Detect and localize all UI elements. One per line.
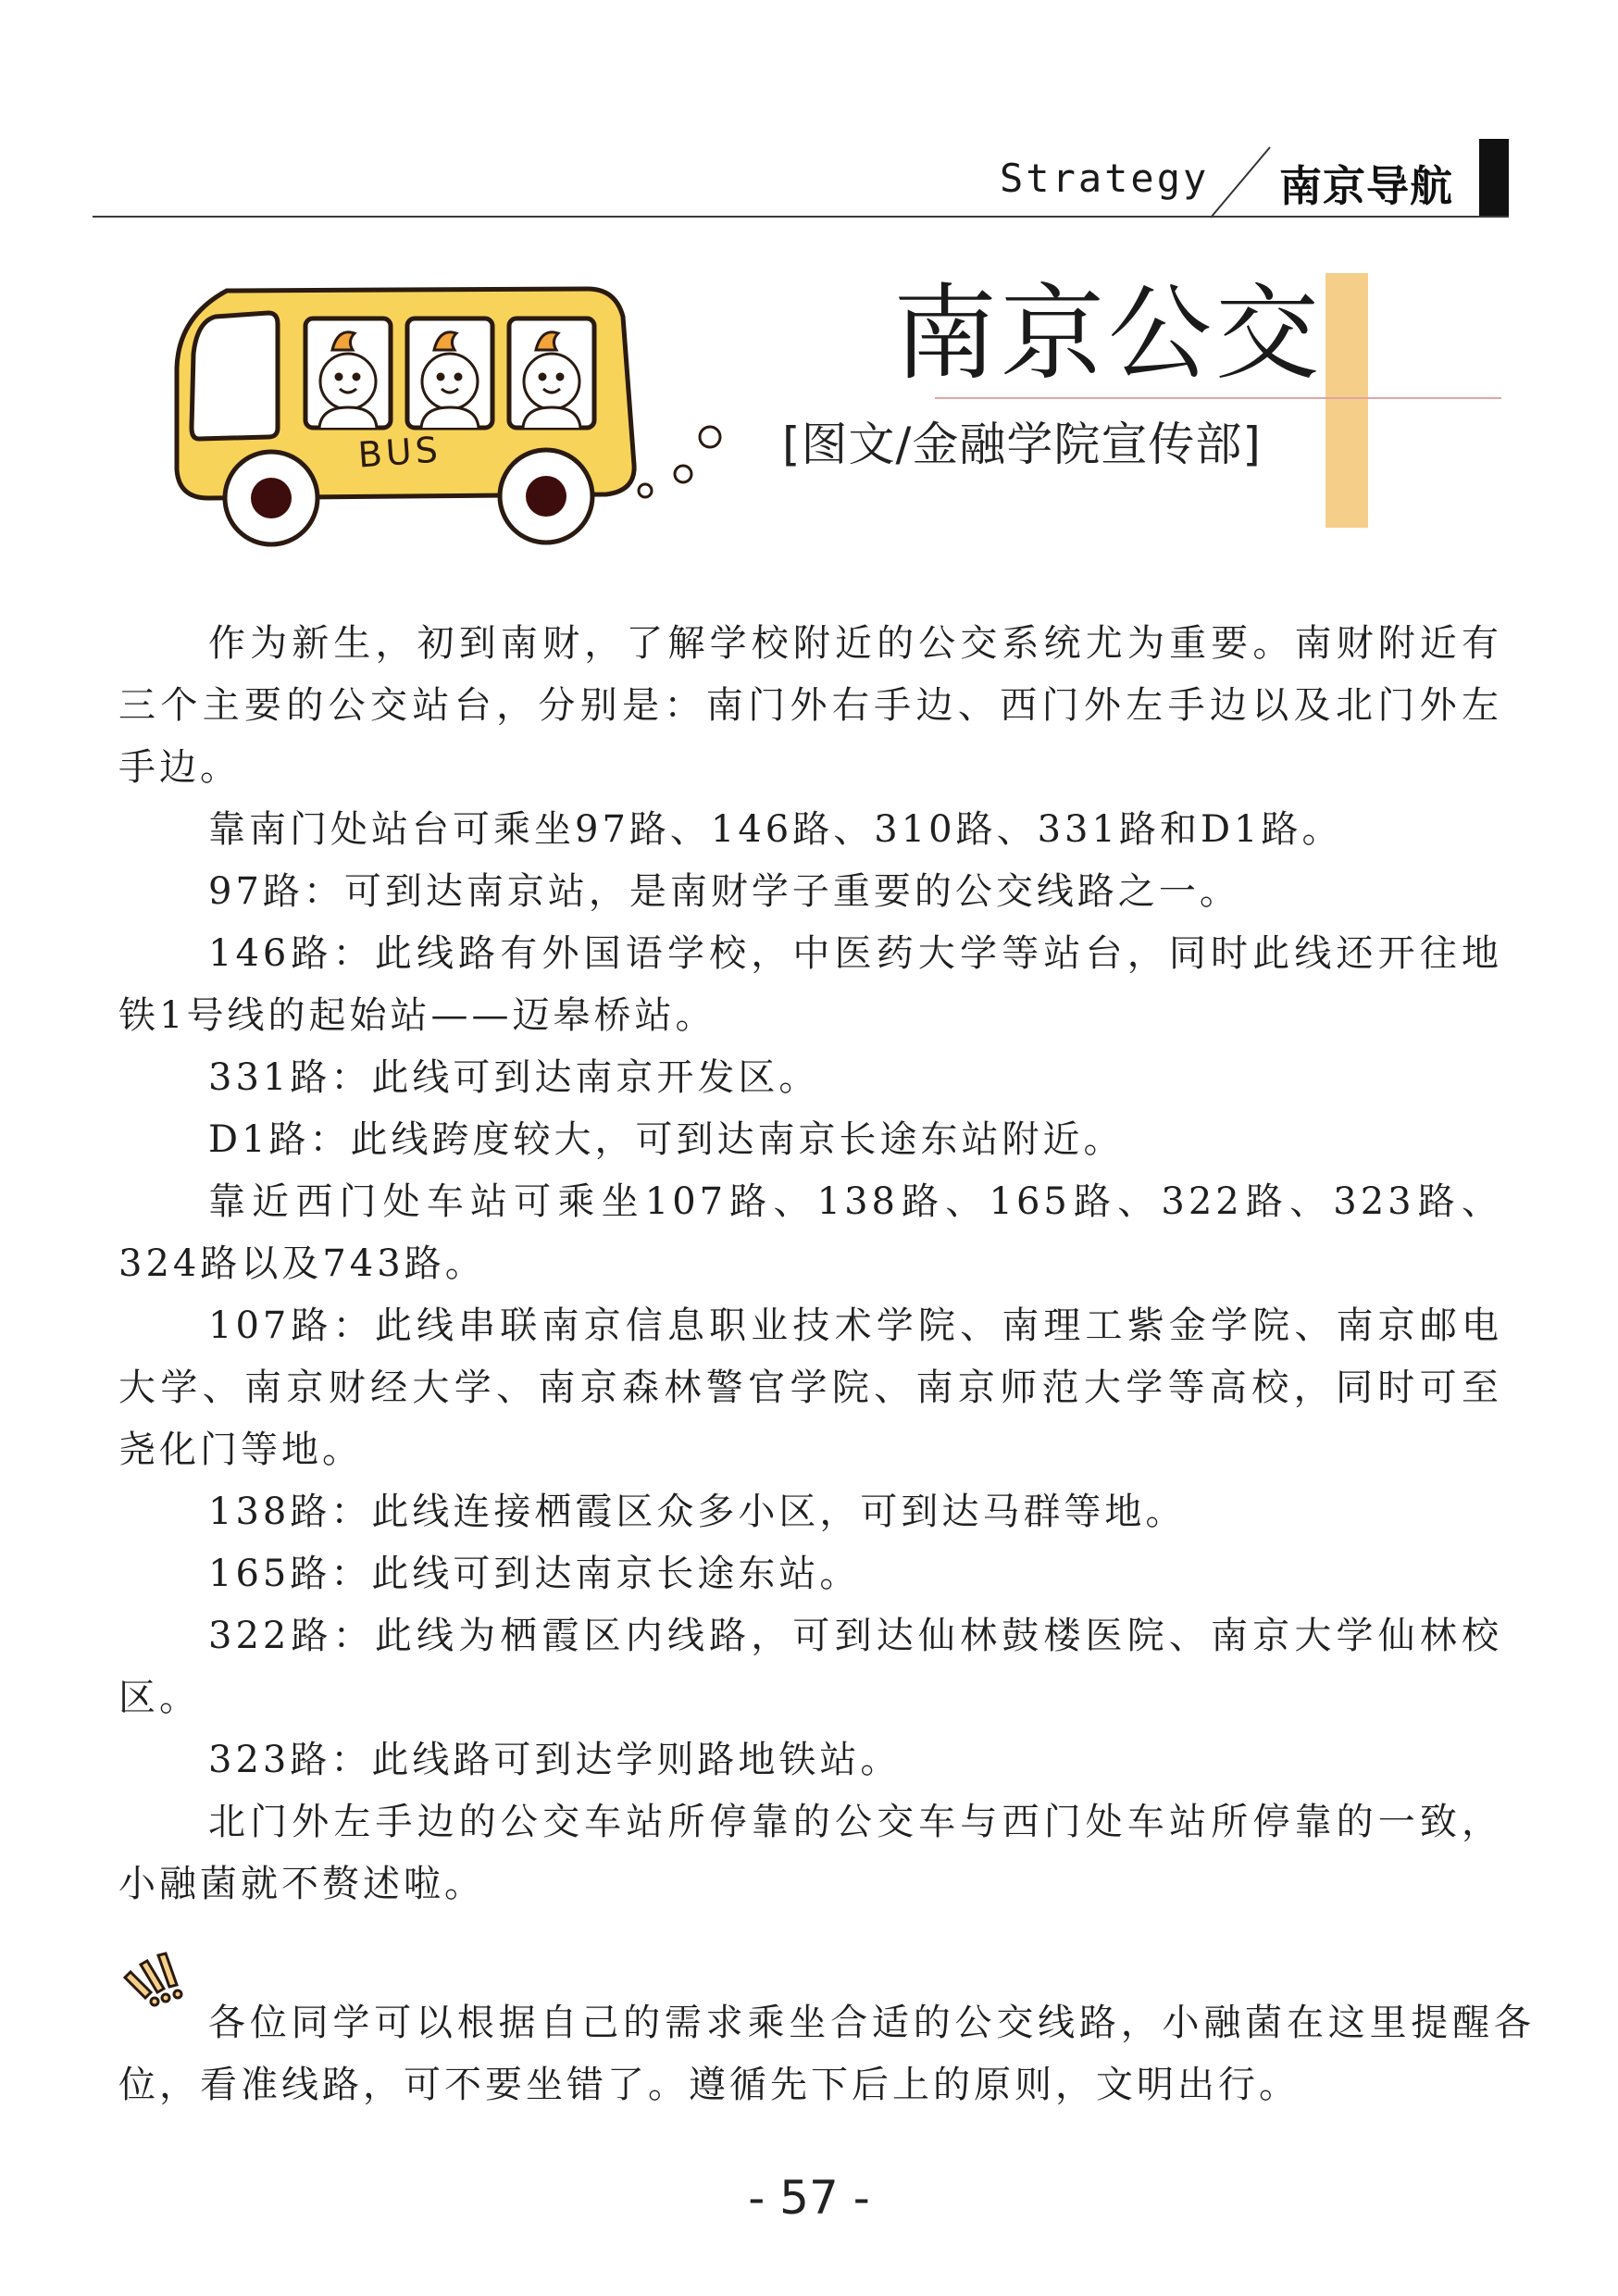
bus-wheel-front bbox=[225, 452, 317, 544]
paragraph: 靠南门处站台可乘坐97路、146路、310路、331路和D1路。 bbox=[208, 808, 1343, 851]
title-underline bbox=[935, 397, 1501, 399]
bus-illustration bbox=[171, 280, 736, 548]
paragraph: 146路：此线路有外国语学校，中医药大学等站台，同时此线还开往地铁1号线的起始站——迈皋桥站。 bbox=[118, 932, 1502, 1037]
article-body bbox=[118, 613, 1502, 1915]
header-marker-block bbox=[1479, 139, 1509, 217]
paragraph: D1路：此线跨度较大，可到达南京长途东站附近。 bbox=[208, 1118, 1125, 1161]
section-label-cn: 南京导航 bbox=[1279, 161, 1453, 211]
paragraph: 97路：可到达南京站，是南财学子重要的公交线路之一。 bbox=[208, 870, 1240, 913]
header-rule bbox=[93, 216, 1509, 218]
page-number: - 57 - bbox=[748, 2171, 870, 2225]
title-accent-bar bbox=[1326, 273, 1368, 528]
paragraph: 138路：此线连接栖霞区众多小区，可到达马群等地。 bbox=[208, 1491, 1187, 1533]
page-title: 南京公交 bbox=[893, 274, 1323, 394]
bus-label: BUS bbox=[356, 429, 443, 476]
paragraph: 165路：此线可到达南京长途东站。 bbox=[208, 1553, 861, 1595]
paragraph: 靠近西门处车站可乘坐107路、138路、165路、322路、323路、324路以及743路。 bbox=[118, 1180, 1502, 1285]
exhaust-bubble-2 bbox=[675, 466, 691, 482]
byline: [图文/金融学院宣传部] bbox=[782, 418, 1262, 471]
paragraph: 331路：此线可到达南京开发区。 bbox=[208, 1056, 820, 1099]
paragraph: 322路：此线为栖霞区内线路，可到达仙林鼓楼医院、南京大学仙林校区。 bbox=[118, 1615, 1502, 1719]
exhaust-bubble-1 bbox=[700, 427, 720, 447]
paragraph: 作为新生，初到南财，了解学校附近的公交系统尤为重要。南财附近有三个主要的公交站台，分别是：南门外右手边、西门外左手边以及北门外左手边。 bbox=[118, 622, 1502, 789]
reminder-note: 各位同学可以根据自己的需求乘坐合适的公交线路，小融菌在这里提醒各位，看准线路，可不要坐错了。遵循先下后上的原则，文明出行。 bbox=[118, 2002, 1535, 2106]
bus-windshield bbox=[192, 313, 278, 439]
section-label-en: Strategy bbox=[1000, 156, 1210, 201]
paragraph: 107路：此线串联南京信息职业技术学院、南理工紫金学院、南京邮电大学、南京财经大学、南京森林警官学院、南京师范大学等高校，同时可至尧化门等地。 bbox=[118, 1304, 1502, 1471]
header-slash bbox=[1203, 144, 1277, 219]
bus-wheel-rear bbox=[500, 450, 592, 543]
paragraph: 323路：此线路可到达学则路地铁站。 bbox=[208, 1739, 902, 1781]
paragraph: 北门外左手边的公交车站所停靠的公交车与西门处车站所停靠的一致，小融菌就不赘述啦。 bbox=[118, 1801, 1502, 1905]
exhaust-bubble-3 bbox=[639, 484, 652, 497]
